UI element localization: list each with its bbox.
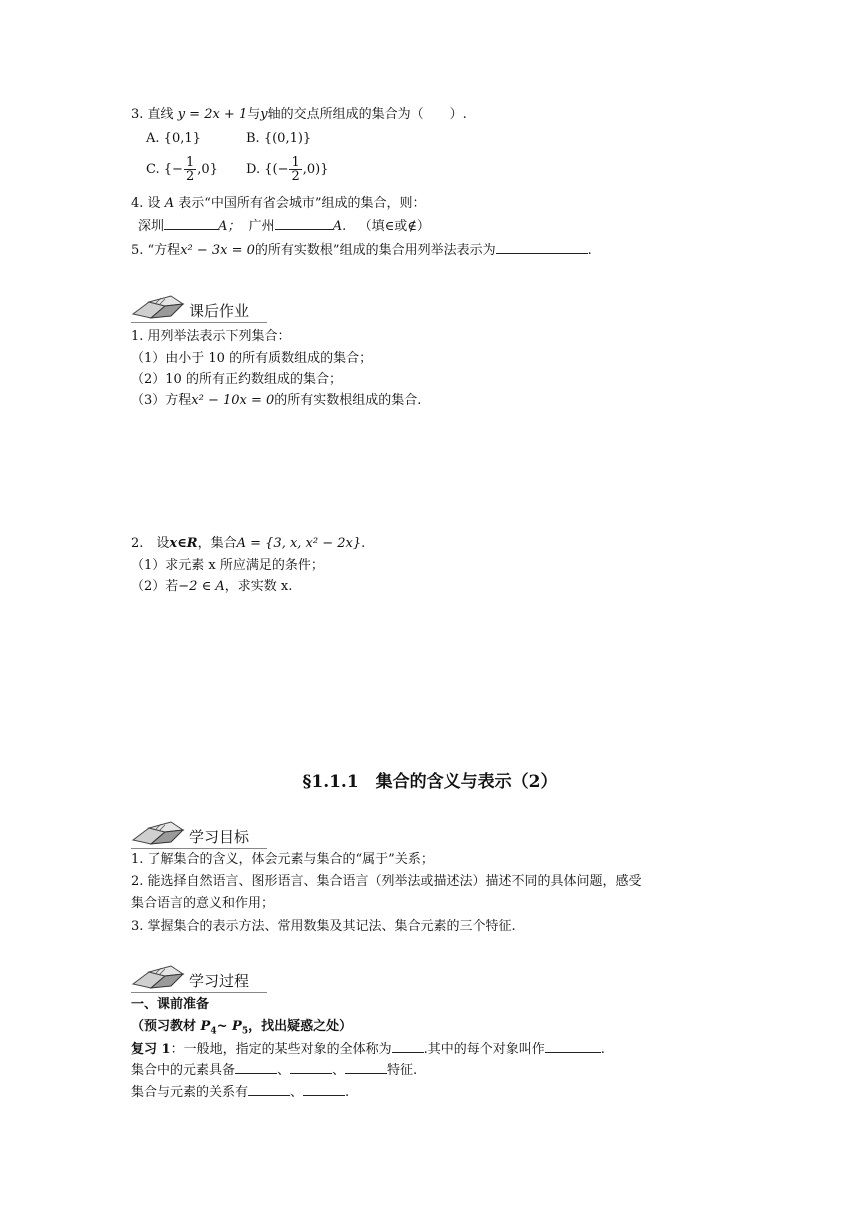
heading-rule <box>131 848 267 849</box>
answer-blank[interactable] <box>545 1040 601 1053</box>
homework-q1-1: （1）由小于 10 的所有质数组成的集合； <box>131 351 373 366</box>
answer-blank[interactable] <box>290 1061 332 1074</box>
preview-note: （预习教材 $P_4\sim$ $P_5$，找出疑惑之处） <box>131 1019 353 1037</box>
fraction: $\frac{1}{2}$ <box>185 155 195 184</box>
question-3-option-d: D. {(− $\frac{1}{2}$ ,0)} <box>246 155 329 184</box>
process-heading: 学习过程 <box>131 962 271 996</box>
answer-blank[interactable] <box>303 1083 345 1096</box>
question-4-stem: 4. 设 A 表示“中国所有省会城市”组成的集合，则： <box>131 196 426 211</box>
question-3-option-c: C. {− $\frac{1}{2}$ ,0} <box>146 155 218 184</box>
section-title: §1.1.1 集合的含义与表示（2） <box>302 772 558 792</box>
question-3-option-b: B. {(0,1)} <box>246 131 312 146</box>
homework-q1-3: （3）方程x² − 10x = 0的所有实数根组成的集合. <box>131 393 422 408</box>
fraction: $\frac{1}{2}$ <box>291 155 300 184</box>
part-1-heading: 一、课前准备 <box>131 997 210 1012</box>
goal-2-line-1: 2. 能选择自然语言、图形语言、集合语言（列举法或描述法）描述不同的具体问题，感受 <box>131 874 642 889</box>
homework-q2: 2. 设x∈R，集合A = {3, x, x² − 2x}. <box>131 536 366 551</box>
heading-rule <box>131 992 267 993</box>
line-equation: y = 2x + 1 <box>177 107 248 122</box>
review-1-line-3: 集合与元素的关系有 、 . <box>131 1085 350 1100</box>
answer-blank[interactable] <box>235 1061 277 1074</box>
homework-heading: 课后作业 <box>131 292 271 326</box>
goals-heading: 学习目标 <box>131 818 271 852</box>
open-book-icon <box>131 818 187 848</box>
question-4-blanks: 深圳 A； 广州 A. （填∈或∉） <box>138 219 430 234</box>
review-1: 复习 1：一般地，指定的某些对象的全体称为 .其中的每个对象叫作 . <box>131 1042 605 1057</box>
homework-q2-2: （2）若−2 ∈ A，求实数 x. <box>131 579 293 594</box>
answer-blank[interactable] <box>164 217 218 230</box>
answer-blank[interactable] <box>248 1083 290 1096</box>
goal-1: 1. 了解集合的含义，体会元素与集合的“属于”关系； <box>131 852 434 867</box>
open-book-icon <box>131 292 187 322</box>
homework-q1: 1. 用列举法表示下列集合： <box>131 329 291 344</box>
goal-3: 3. 掌握集合的表示方法、常用数集及其记法、集合元素的三个特征. <box>131 919 516 934</box>
homework-q1-2: （2）10 的所有正约数组成的集合； <box>131 372 342 387</box>
heading-rule <box>131 322 267 323</box>
question-3-option-a: A. {0,1} <box>146 131 201 146</box>
answer-blank[interactable] <box>275 217 333 230</box>
review-1-line-2: 集合中的元素具备 、 、 特征. <box>131 1063 418 1078</box>
answer-blank[interactable] <box>345 1061 387 1074</box>
open-book-icon <box>131 962 187 992</box>
question-3-stem: 3. 直线 y = 2x + 1与y轴的交点所组成的集合为（ ）. <box>131 107 467 122</box>
answer-blank[interactable] <box>496 241 588 254</box>
question-5-stem: 5. “方程x² − 3x = 0的所有实数根”组成的集合用列举法表示为 . <box>131 243 592 258</box>
answer-blank[interactable] <box>392 1040 424 1053</box>
goal-2-line-2: 集合语言的意义和作用； <box>131 896 275 911</box>
homework-q2-1: （1）求元素 x 所应满足的条件； <box>131 558 324 573</box>
